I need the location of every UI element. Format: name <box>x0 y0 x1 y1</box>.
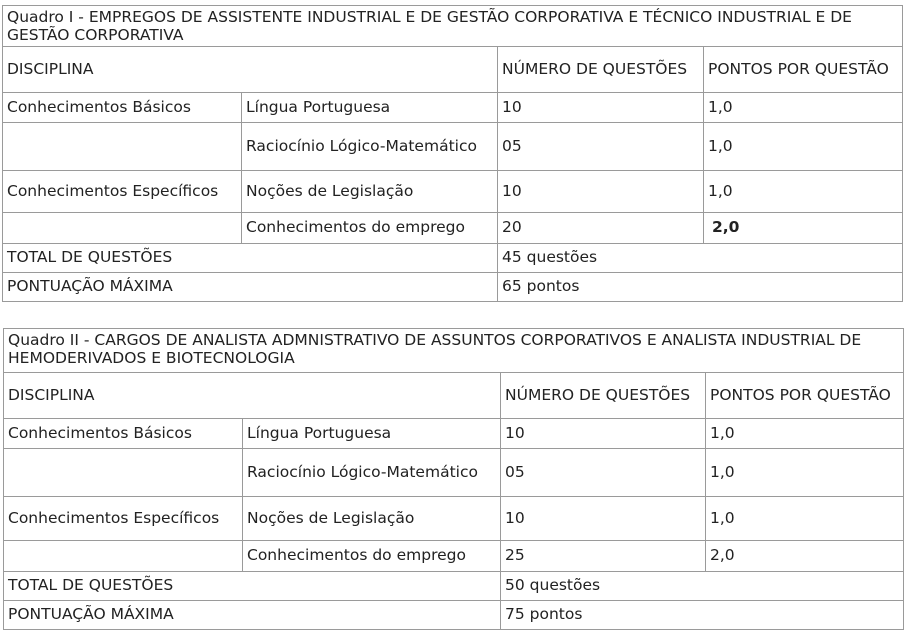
group-cell: Conhecimentos Básicos <box>4 419 243 449</box>
subject-cell: Raciocínio Lógico-Matemático <box>242 123 498 171</box>
subject-cell: Noções de Legislação <box>242 171 498 213</box>
quadro-1-table <box>2 5 903 302</box>
quadro-title: Quadro II - CARGOS DE ANALISTA ADMNISTRATIVO DE ASSUNTOS CORPORATIVOS E ANALISTA INDUSTRIAL DE HEMODERIVADOS E BIOTECNOLOGIA <box>4 329 904 373</box>
subject-cell: Língua Portuguesa <box>243 419 501 449</box>
points-cell: 1,0 <box>704 93 903 123</box>
group-cell <box>4 449 243 497</box>
subject-cell: Raciocínio Lógico-Matemático <box>243 449 501 497</box>
total-questoes-label: TOTAL DE QUESTÕES <box>4 572 501 601</box>
header-disciplina: DISCIPLINA <box>4 373 501 419</box>
group-cell <box>3 123 242 171</box>
points-cell: 2,0 <box>706 541 904 572</box>
table-row <box>4 541 904 572</box>
points-cell: 1,0 <box>706 497 904 541</box>
table-row <box>4 497 904 541</box>
table-row <box>4 449 904 497</box>
questions-cell: 10 <box>501 419 706 449</box>
questions-cell: 05 <box>498 123 704 171</box>
pontuacao-maxima-label: PONTUAÇÃO MÁXIMA <box>4 601 501 630</box>
subject-cell: Noções de Legislação <box>243 497 501 541</box>
questions-cell: 25 <box>501 541 706 572</box>
points-cell: 1,0 <box>706 419 904 449</box>
subject-cell: Conhecimentos do emprego <box>242 213 498 244</box>
questions-cell: 20 <box>498 213 704 244</box>
points-cell: 2,0 <box>704 213 903 244</box>
questions-cell: 10 <box>498 93 704 123</box>
header-pontos-por-questao: PONTOS POR QUESTÃO <box>706 373 904 419</box>
total-questoes-value: 50 questões <box>501 572 904 601</box>
table-row <box>3 171 903 213</box>
points-cell: 1,0 <box>704 171 903 213</box>
header-numero-questoes: NÚMERO DE QUESTÕES <box>501 373 706 419</box>
points-cell: 1,0 <box>706 449 904 497</box>
subject-cell: Língua Portuguesa <box>242 93 498 123</box>
group-cell: Conhecimentos Específicos <box>4 497 243 541</box>
quadro-2-table <box>3 328 904 630</box>
table-row <box>3 123 903 171</box>
header-disciplina: DISCIPLINA <box>3 47 498 93</box>
group-cell <box>4 541 243 572</box>
pontuacao-maxima-value: 65 pontos <box>498 273 903 302</box>
pontuacao-maxima-label: PONTUAÇÃO MÁXIMA <box>3 273 498 302</box>
total-questoes-label: TOTAL DE QUESTÕES <box>3 244 498 273</box>
header-pontos-por-questao: PONTOS POR QUESTÃO <box>704 47 903 93</box>
points-cell: 1,0 <box>704 123 903 171</box>
total-questoes-value: 45 questões <box>498 244 903 273</box>
header-numero-questoes: NÚMERO DE QUESTÕES <box>498 47 704 93</box>
quadro-title: Quadro I - EMPREGOS DE ASSISTENTE INDUSTRIAL E DE GESTÃO CORPORATIVA E TÉCNICO INDUSTRIAL E DE GESTÃO CORPORATIVA <box>3 6 903 47</box>
table-row <box>3 213 903 244</box>
group-cell: Conhecimentos Específicos <box>3 171 242 213</box>
questions-cell: 10 <box>498 171 704 213</box>
table-row <box>4 419 904 449</box>
questions-cell: 05 <box>501 449 706 497</box>
group-cell: Conhecimentos Básicos <box>3 93 242 123</box>
questions-cell: 10 <box>501 497 706 541</box>
subject-cell: Conhecimentos do emprego <box>243 541 501 572</box>
group-cell <box>3 213 242 244</box>
pontuacao-maxima-value: 75 pontos <box>501 601 904 630</box>
table-row <box>3 93 903 123</box>
